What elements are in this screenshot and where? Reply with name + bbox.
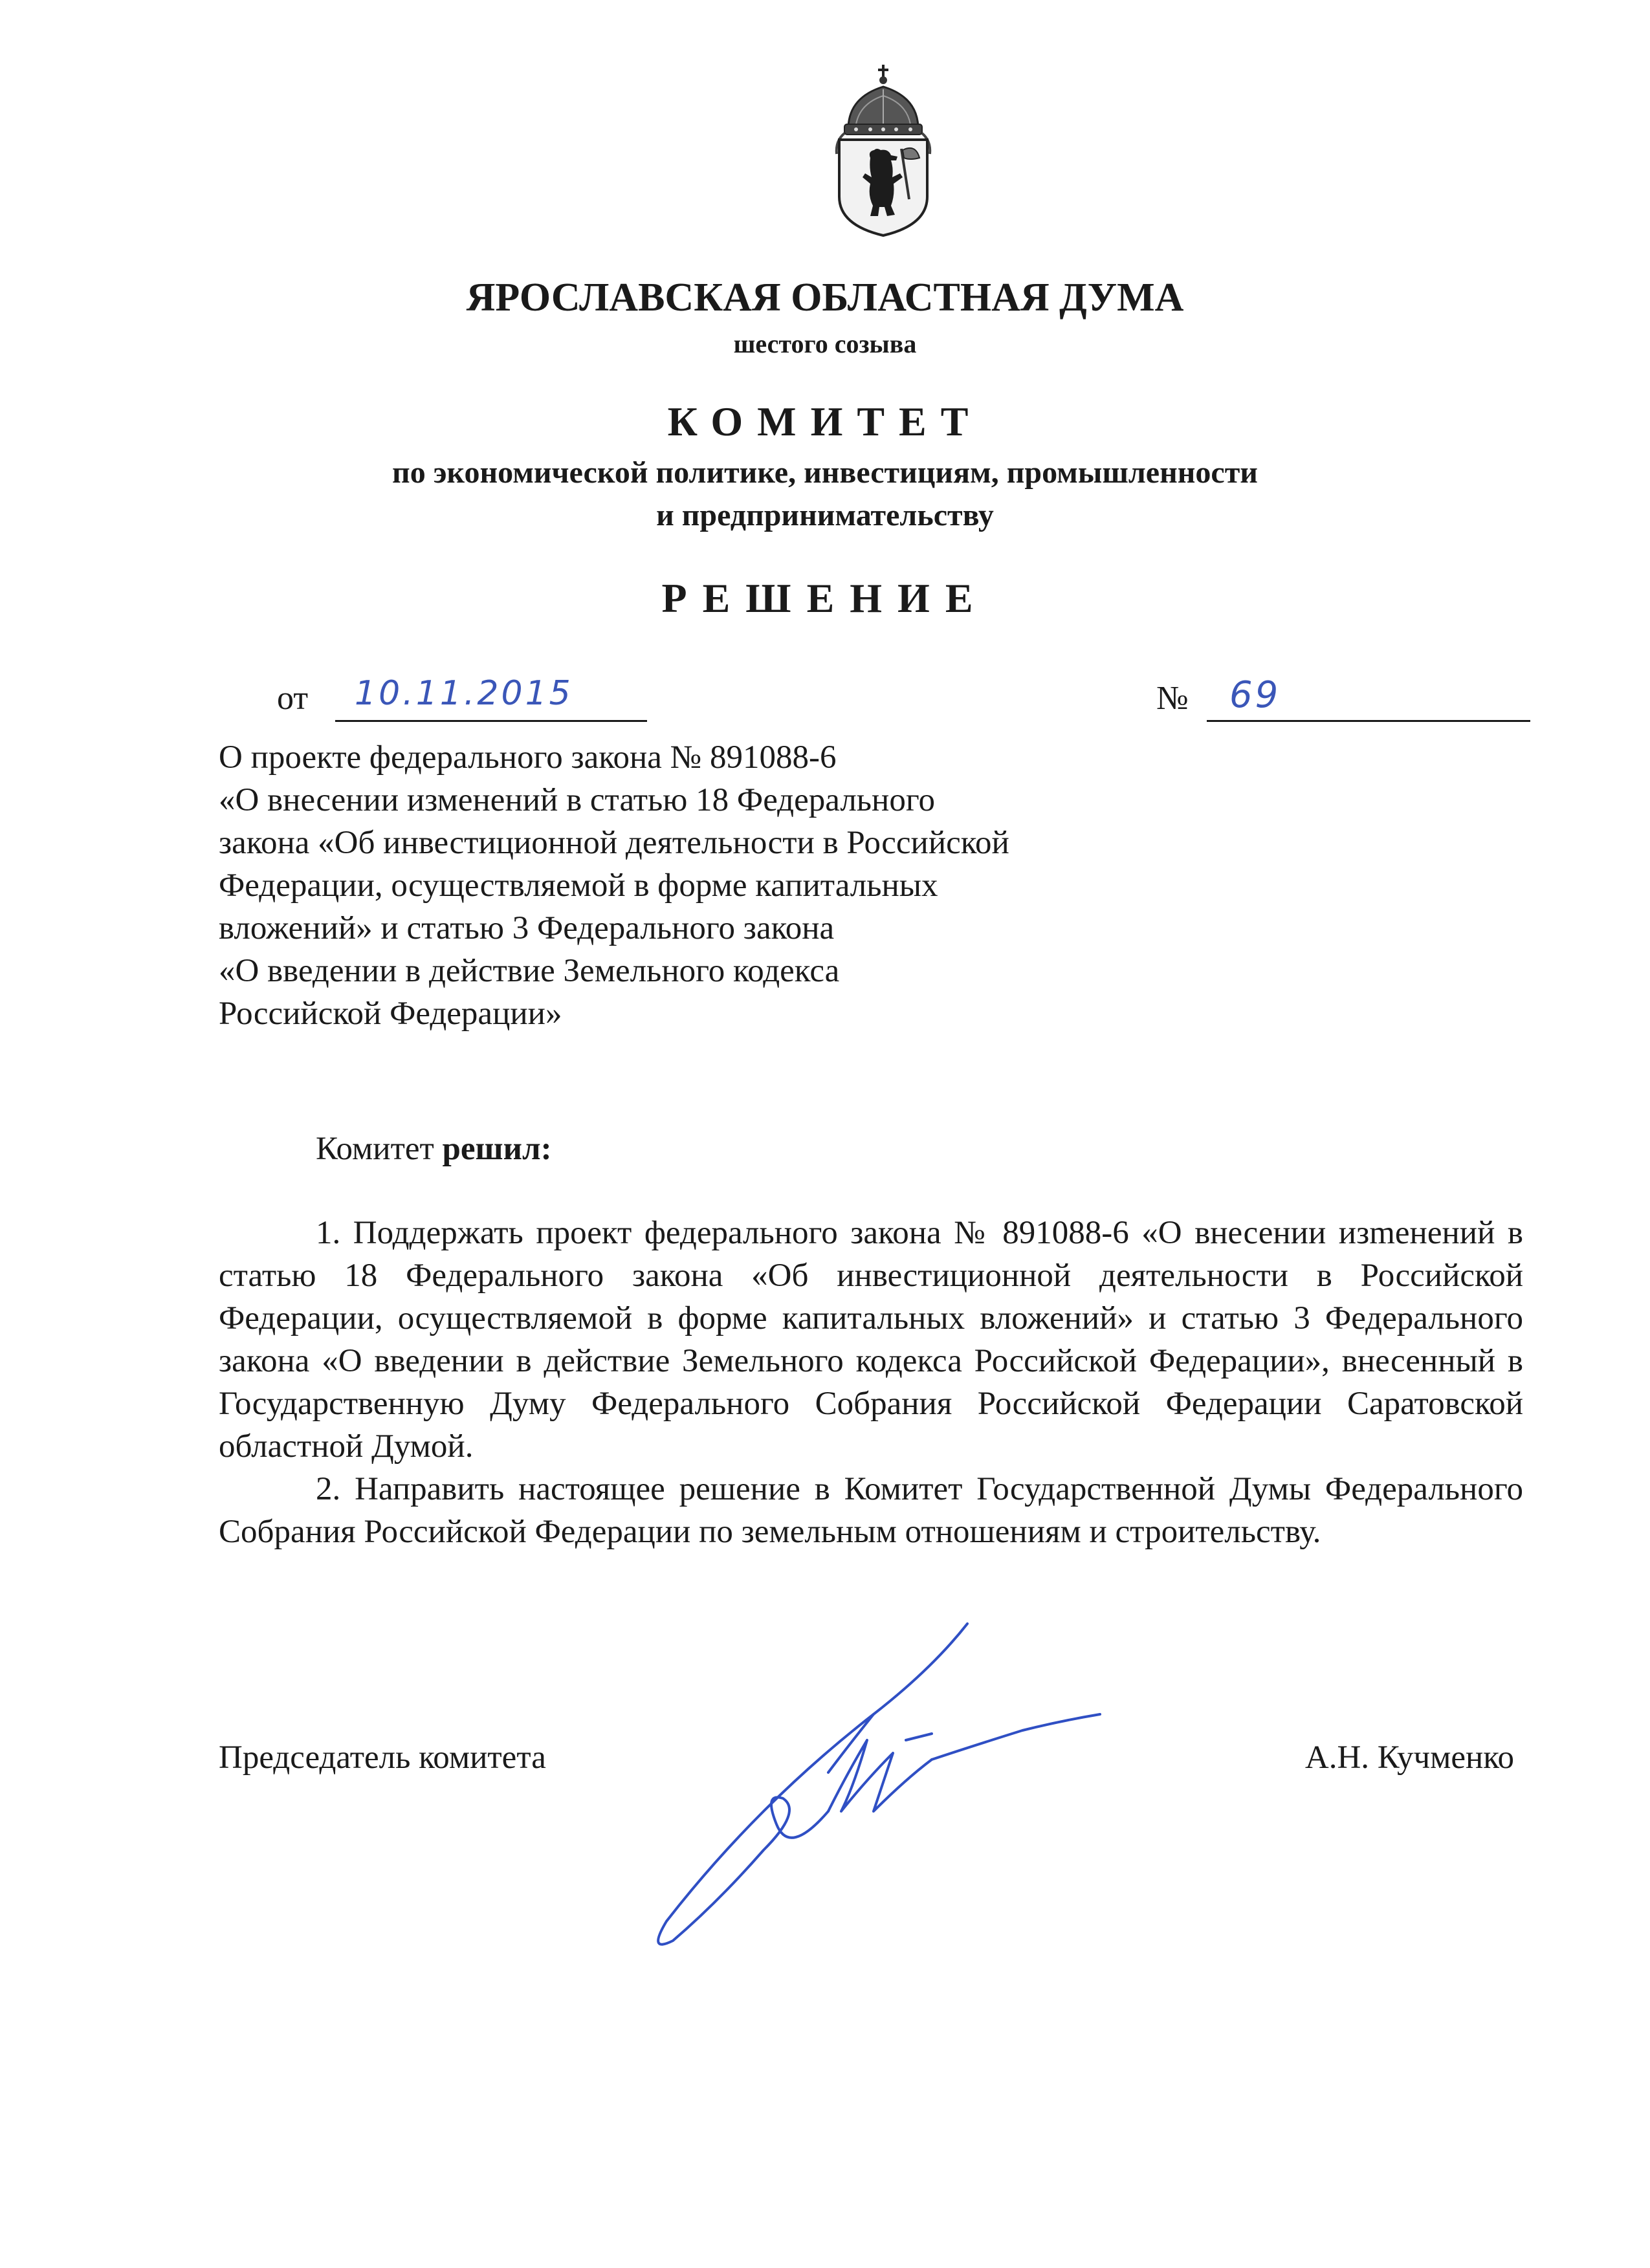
committee-description-line-1: по экономической политике, инвестициям, промышленности: [392, 455, 1258, 490]
number-label: №: [1156, 680, 1189, 717]
date-underline: [335, 720, 647, 722]
date-label: от: [277, 680, 309, 717]
committee-description: [0, 452, 1650, 537]
handwritten-signature: [569, 1617, 1152, 1979]
coat-of-arms-icon: [830, 63, 936, 237]
signatory-role: Председатель комитета: [219, 1739, 546, 1776]
resolution-paragraph-1: 1. Поддержать проект федерального закона № 891088-6 «О внесении изmенений в статью 18 Федерального закона «Об инвестиционной деятельности в Российской Федерации, осуществляемой в форме капитальных вложений» и статью 3 Федерального закона «О введении в действие Земельного кодекса Российской Федерации», внесенный в Государственную Думу Федерального Собрания Российской Федерации Саратовской областной Думой.: [219, 1215, 1523, 1465]
organization-title: ЯРОСЛАВСКАЯ ОБЛАСТНАЯ ДУМА: [466, 276, 1184, 320]
committee-description-line-2: и предпринимательству: [656, 498, 994, 532]
resolution-lead-prefix: Комитет: [316, 1131, 434, 1167]
subject-line: «О введении в действие Земельного кодекса: [219, 953, 840, 989]
number-value-handwritten: 69: [1229, 674, 1281, 716]
subject-line: Федерации, осуществляемой в форме капитальных: [219, 867, 938, 904]
convocation-subtitle: шестого созыва: [733, 329, 917, 358]
resolution-paragraph-2: 2. Направить настоящее решение в Комитет Государственной Думы Федерального Собрания Российской Федерации по земельным отношениям и строительству.: [219, 1471, 1523, 1550]
subject-line: «О внесении изменений в статью 18 Федерального: [219, 782, 935, 818]
subject-line: закона «Об инвестиционной деятельности в Российской: [219, 825, 1009, 861]
signatory-name: А.Н. Кучменко: [1304, 1739, 1514, 1776]
date-value-handwritten: 10.11.2015: [355, 674, 573, 713]
resolution-lead: [316, 1130, 552, 1168]
subject-line: вложений» и статью 3 Федерального закона: [219, 910, 835, 946]
resolution-body: [219, 1212, 1523, 1553]
document-type-title: РЕШЕНИЕ: [661, 575, 989, 621]
subject-line: О проекте федерального закона № 891088-6: [219, 739, 837, 776]
subject-line: Российской Федерации»: [219, 996, 562, 1032]
subject-block: [219, 736, 1189, 1035]
resolution-lead-verb: решил:: [442, 1131, 552, 1167]
number-underline: [1207, 720, 1530, 722]
committee-title: КОМИТЕТ: [667, 398, 983, 444]
